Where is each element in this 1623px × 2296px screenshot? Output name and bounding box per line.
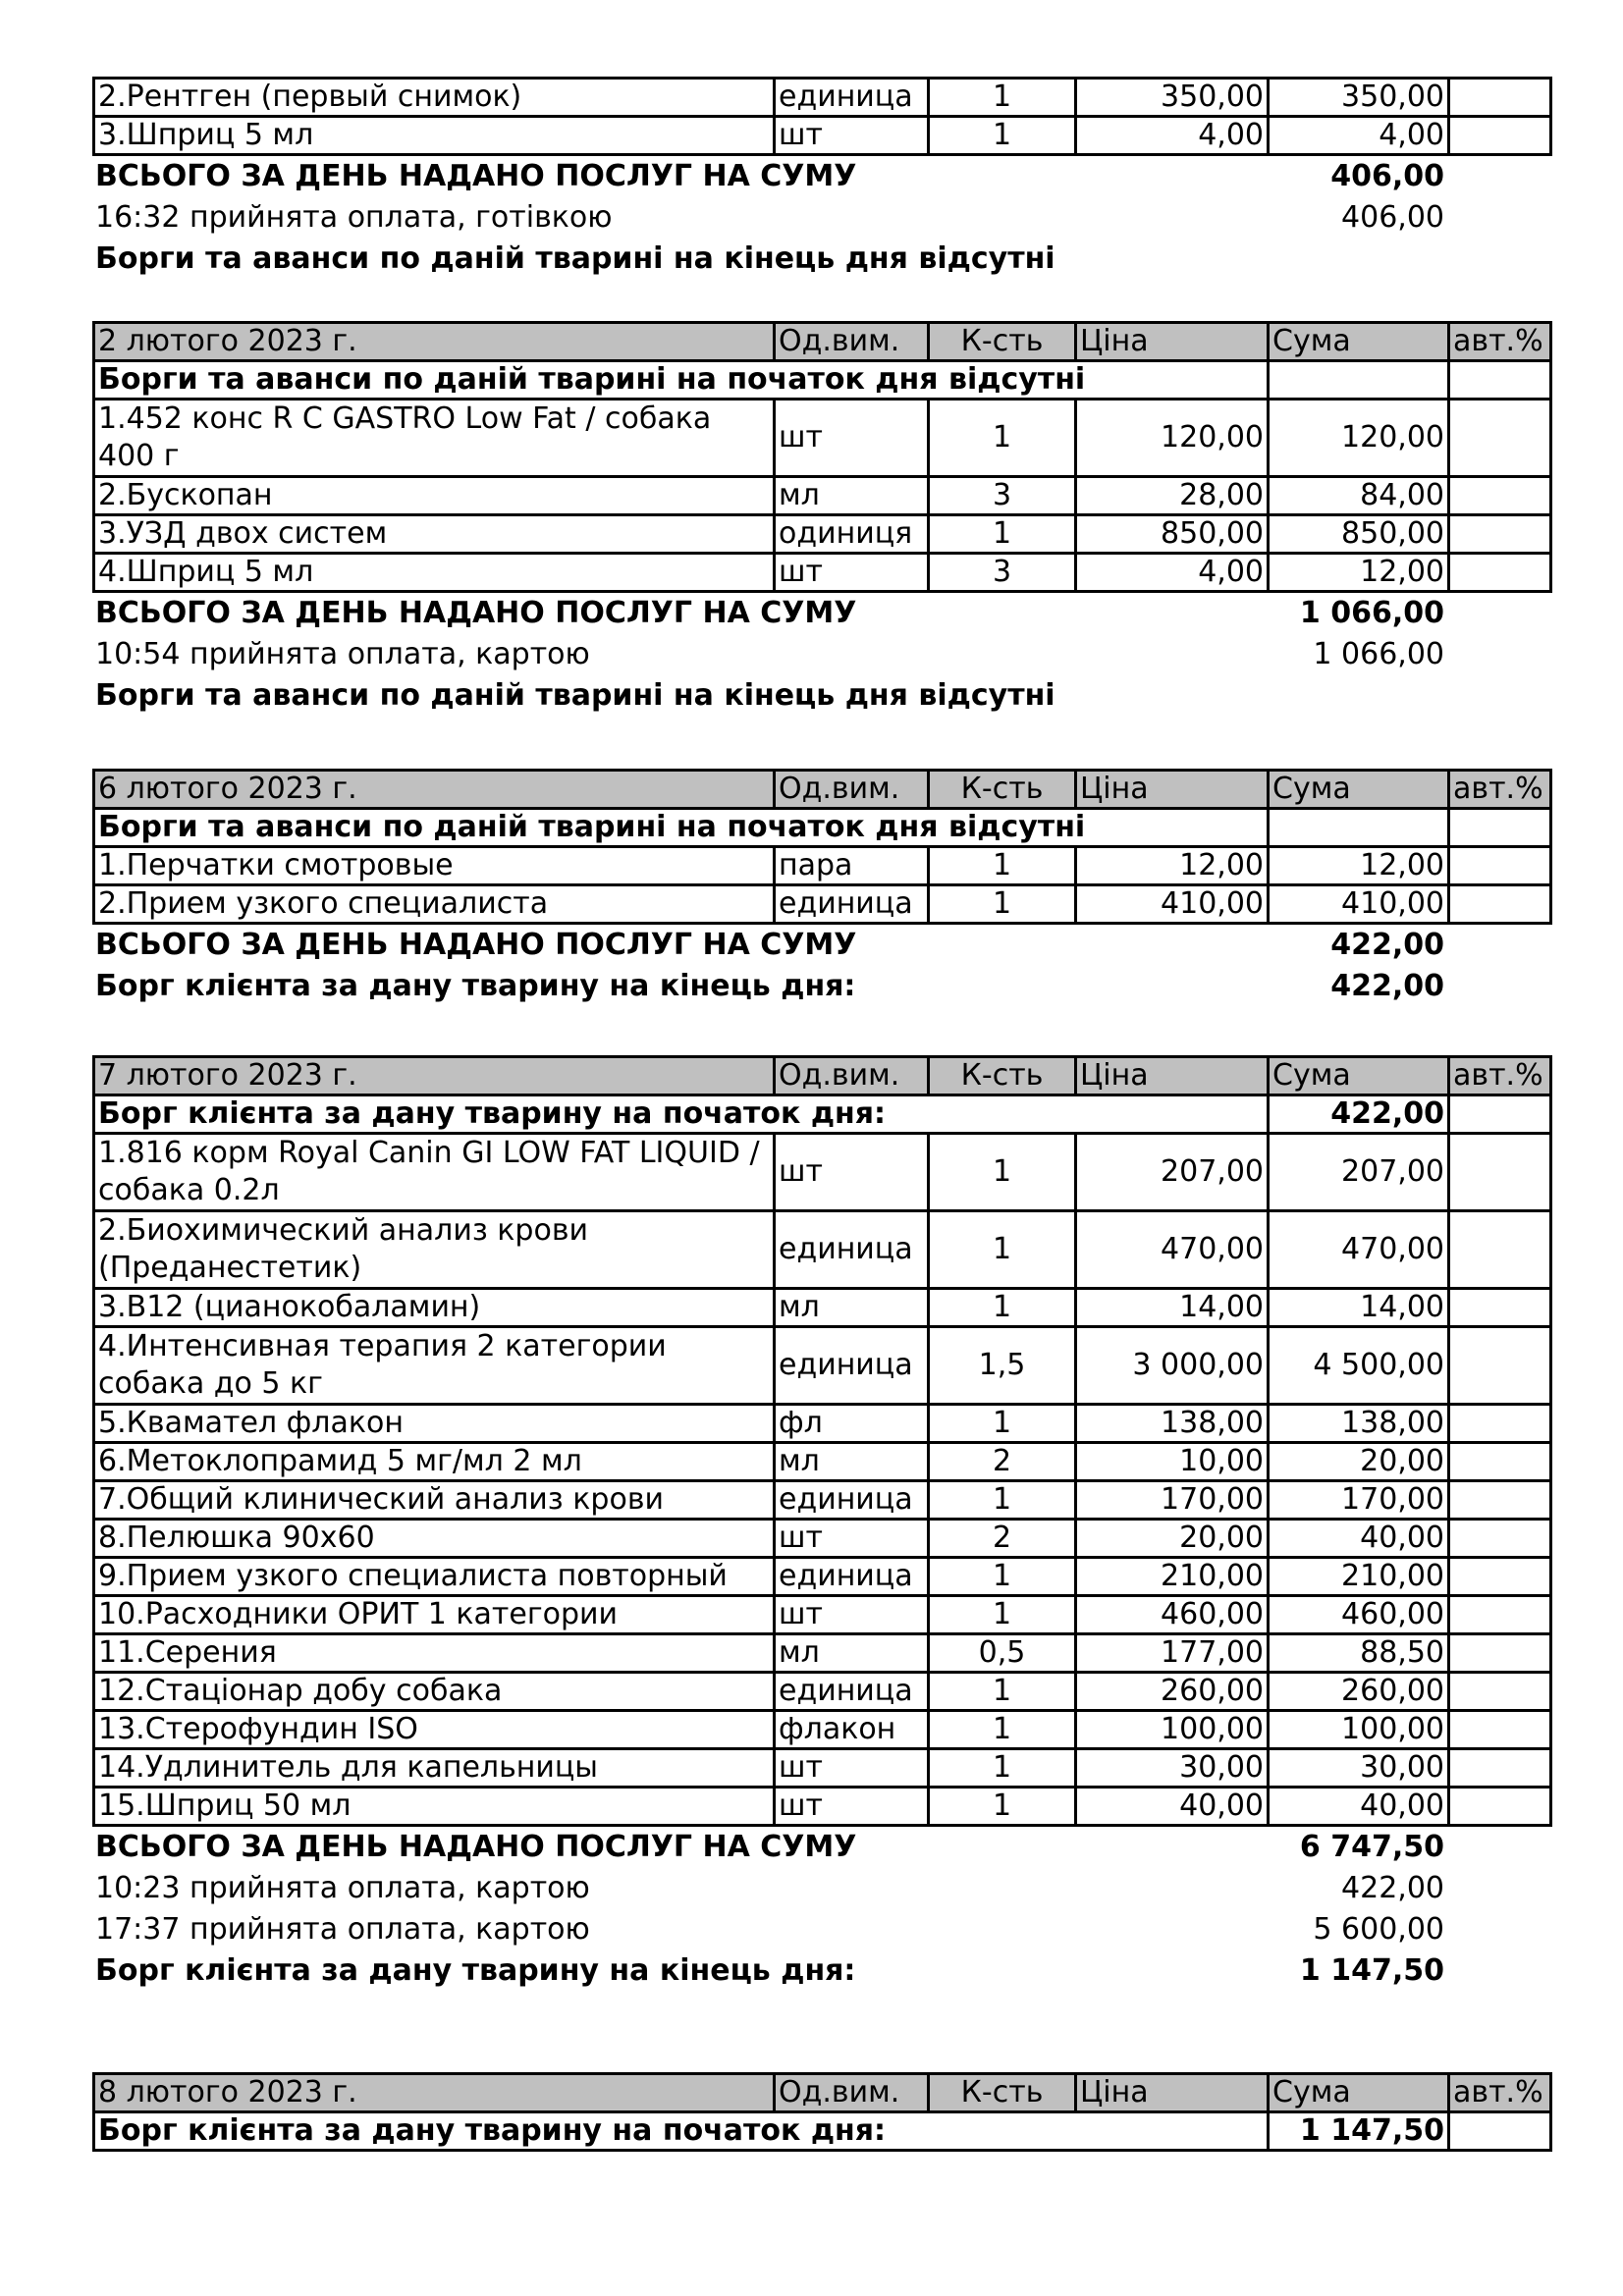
price-cell: 30,00 <box>1076 1749 1269 1788</box>
summary-amount: 406,00 <box>1330 159 1444 193</box>
opening-balance-amount: 1 147,50 <box>1269 2112 1449 2151</box>
service-name: 3.УЗД двох систем <box>94 515 775 554</box>
discount-cell <box>1449 847 1551 885</box>
opening-balance-amount <box>1269 809 1449 847</box>
service-name: 10.Расходники ОРИТ 1 категории <box>94 1596 775 1634</box>
discount-cell <box>1449 1596 1551 1634</box>
price-cell: 28,00 <box>1076 477 1269 515</box>
price-cell: 3 000,00 <box>1076 1327 1269 1405</box>
unit-cell: фл <box>775 1405 929 1443</box>
sum-cell: 260,00 <box>1269 1673 1449 1711</box>
summary-label: 10:54 прийнята оплата, картою <box>95 637 590 671</box>
qty-cell: 1 <box>929 400 1076 477</box>
services-table <box>92 321 1552 593</box>
sum-header: Сума <box>1269 1057 1449 1095</box>
services-table <box>92 77 1552 156</box>
discount-cell <box>1449 361 1551 400</box>
unit-cell: единица <box>775 1481 929 1520</box>
sum-cell: 12,00 <box>1269 554 1449 592</box>
sum-cell: 14,00 <box>1269 1289 1449 1327</box>
qty-cell: 1 <box>929 1749 1076 1788</box>
sum-cell: 207,00 <box>1269 1134 1449 1211</box>
qty-header: К-сть <box>929 771 1076 809</box>
service-name: 1.Перчатки смотровые <box>94 847 775 885</box>
sum-header: Сума <box>1269 2074 1449 2112</box>
opening-balance-label: Борг клієнта за дану тварину на початок дня: <box>94 2112 1269 2151</box>
qty-cell: 1 <box>929 1211 1076 1289</box>
service-name: 1.452 конс R C GASTRO Low Fat / собака 400 г <box>94 400 775 477</box>
service-name: 8.Пелюшка 90х60 <box>94 1520 775 1558</box>
summary-line <box>92 593 1444 634</box>
sum-header: Сума <box>1269 323 1449 361</box>
unit-header: Од.вим. <box>775 771 929 809</box>
sum-cell: 410,00 <box>1269 885 1449 924</box>
price-cell: 207,00 <box>1076 1134 1269 1211</box>
discount-cell <box>1449 1095 1551 1134</box>
qty-cell: 1 <box>929 1289 1076 1327</box>
day-section <box>92 769 1549 1007</box>
discount-cell <box>1449 885 1551 924</box>
services-table <box>92 1055 1552 1827</box>
table-row <box>94 79 1551 117</box>
qty-cell: 3 <box>929 554 1076 592</box>
price-header: Ціна <box>1076 2074 1269 2112</box>
discount-cell <box>1449 2112 1551 2151</box>
summary-label: ВСЬОГО ЗА ДЕНЬ НАДАНО ПОСЛУГ НА СУМУ <box>95 159 857 193</box>
discount-cell <box>1449 1788 1551 1826</box>
summary-label: Борги та аванси по даній тварині на кінець дня відсутні <box>95 678 1055 713</box>
service-name: 12.Стаціонар добу собака <box>94 1673 775 1711</box>
table-row <box>94 1211 1551 1289</box>
unit-cell: единица <box>775 1327 929 1405</box>
summary-line <box>92 966 1444 1007</box>
opening-balance-amount <box>1269 361 1449 400</box>
table-row <box>94 117 1551 155</box>
opening-balance-row <box>94 361 1551 400</box>
table-row <box>94 515 1551 554</box>
unit-cell: мл <box>775 1289 929 1327</box>
table-header-row <box>94 323 1551 361</box>
services-table <box>92 769 1552 925</box>
service-name: 9.Прием узкого специалиста повторный <box>94 1558 775 1596</box>
sum-cell: 40,00 <box>1269 1788 1449 1826</box>
table-row <box>94 1634 1551 1673</box>
table-row <box>94 1749 1551 1788</box>
service-name: 13.Стерофундин ISO <box>94 1711 775 1749</box>
unit-cell: единица <box>775 1673 929 1711</box>
price-cell: 177,00 <box>1076 1634 1269 1673</box>
qty-header: К-сть <box>929 323 1076 361</box>
qty-cell: 0,5 <box>929 1634 1076 1673</box>
table-header-row <box>94 2074 1551 2112</box>
qty-cell: 1 <box>929 1405 1076 1443</box>
sum-cell: 40,00 <box>1269 1520 1449 1558</box>
unit-cell: единица <box>775 79 929 117</box>
unit-header: Од.вим. <box>775 1057 929 1095</box>
opening-balance-row <box>94 1095 1551 1134</box>
sum-cell: 350,00 <box>1269 79 1449 117</box>
discount-header: авт.% <box>1449 771 1551 809</box>
opening-balance-amount: 422,00 <box>1269 1095 1449 1134</box>
discount-cell <box>1449 1558 1551 1596</box>
sum-cell: 4 500,00 <box>1269 1327 1449 1405</box>
services-table <box>92 2072 1552 2152</box>
service-name: 3.B12 (цианокобаламин) <box>94 1289 775 1327</box>
price-cell: 470,00 <box>1076 1211 1269 1289</box>
summary-label: Борг клієнта за дану тварину на кінець дня: <box>95 1953 856 1988</box>
discount-cell <box>1449 515 1551 554</box>
qty-cell: 1,5 <box>929 1327 1076 1405</box>
price-cell: 850,00 <box>1076 515 1269 554</box>
unit-cell: шт <box>775 400 929 477</box>
summary-label: 10:23 прийнята оплата, картою <box>95 1871 590 1905</box>
service-name: 2.Рентген (первый снимок) <box>94 79 775 117</box>
day-section <box>92 1055 1549 1992</box>
discount-cell <box>1449 1711 1551 1749</box>
discount-cell <box>1449 1481 1551 1520</box>
table-row <box>94 400 1551 477</box>
table-row <box>94 1711 1551 1749</box>
service-name: 5.Квамател флакон <box>94 1405 775 1443</box>
price-cell: 4,00 <box>1076 117 1269 155</box>
summary-line <box>92 239 1444 280</box>
unit-cell: мл <box>775 477 929 515</box>
price-cell: 260,00 <box>1076 1673 1269 1711</box>
sum-cell: 20,00 <box>1269 1443 1449 1481</box>
price-cell: 170,00 <box>1076 1481 1269 1520</box>
discount-cell <box>1449 1673 1551 1711</box>
price-cell: 210,00 <box>1076 1558 1269 1596</box>
table-row <box>94 1327 1551 1405</box>
sum-cell: 30,00 <box>1269 1749 1449 1788</box>
discount-cell <box>1449 1749 1551 1788</box>
unit-cell: шт <box>775 1520 929 1558</box>
service-name: 15.Шприц 50 мл <box>94 1788 775 1826</box>
discount-cell <box>1449 1634 1551 1673</box>
discount-cell <box>1449 79 1551 117</box>
summary-label: ВСЬОГО ЗА ДЕНЬ НАДАНО ПОСЛУГ НА СУМУ <box>95 928 857 962</box>
price-cell: 410,00 <box>1076 885 1269 924</box>
opening-balance-row <box>94 2112 1551 2151</box>
day-section <box>92 2072 1549 2152</box>
opening-balance-label: Борги та аванси по даній тварині на початок дня відсутні <box>94 361 1269 400</box>
price-cell: 12,00 <box>1076 847 1269 885</box>
service-name: 2.Биохимический анализ крови (Преданестетик) <box>94 1211 775 1289</box>
service-name: 7.Общий клинический анализ крови <box>94 1481 775 1520</box>
qty-header: К-сть <box>929 2074 1076 2112</box>
sum-cell: 88,50 <box>1269 1634 1449 1673</box>
sum-cell: 138,00 <box>1269 1405 1449 1443</box>
sum-cell: 12,00 <box>1269 847 1449 885</box>
discount-cell <box>1449 400 1551 477</box>
summary-line <box>92 1827 1444 1868</box>
opening-balance-label: Борг клієнта за дану тварину на початок дня: <box>94 1095 1269 1134</box>
discount-cell <box>1449 809 1551 847</box>
unit-header: Од.вим. <box>775 323 929 361</box>
summary-line <box>92 634 1444 675</box>
opening-balance-label: Борги та аванси по даній тварині на початок дня відсутні <box>94 809 1269 847</box>
sum-cell: 170,00 <box>1269 1481 1449 1520</box>
table-row <box>94 1134 1551 1211</box>
price-cell: 14,00 <box>1076 1289 1269 1327</box>
unit-cell: шт <box>775 1788 929 1826</box>
date-header: 8 лютого 2023 г. <box>94 2074 775 2112</box>
unit-cell: флакон <box>775 1711 929 1749</box>
qty-cell: 1 <box>929 1673 1076 1711</box>
summary-line <box>92 1950 1444 1992</box>
qty-cell: 1 <box>929 1558 1076 1596</box>
discount-cell <box>1449 1327 1551 1405</box>
price-cell: 460,00 <box>1076 1596 1269 1634</box>
summary-line <box>92 197 1444 239</box>
summary-label: 16:32 прийнята оплата, готівкою <box>95 200 613 235</box>
unit-cell: шт <box>775 1596 929 1634</box>
table-row <box>94 554 1551 592</box>
qty-cell: 1 <box>929 1788 1076 1826</box>
service-name: 4.Интенсивная терапия 2 категории собака до 5 кг <box>94 1327 775 1405</box>
table-row <box>94 885 1551 924</box>
unit-cell: пара <box>775 847 929 885</box>
summary-line <box>92 1909 1444 1950</box>
summary-line <box>92 675 1444 717</box>
sum-cell: 850,00 <box>1269 515 1449 554</box>
unit-cell: шт <box>775 117 929 155</box>
table-row <box>94 1520 1551 1558</box>
qty-cell: 1 <box>929 1481 1076 1520</box>
discount-cell <box>1449 554 1551 592</box>
qty-header: К-сть <box>929 1057 1076 1095</box>
discount-cell <box>1449 477 1551 515</box>
unit-header: Од.вим. <box>775 2074 929 2112</box>
service-name: 11.Серения <box>94 1634 775 1673</box>
summary-label: Борги та аванси по даній тварині на кінець дня відсутні <box>95 241 1055 276</box>
summary-label: 17:37 прийнята оплата, картою <box>95 1912 590 1947</box>
discount-cell <box>1449 1211 1551 1289</box>
sum-cell: 120,00 <box>1269 400 1449 477</box>
summary-line <box>92 1868 1444 1909</box>
summary-amount: 5 600,00 <box>1313 1912 1444 1947</box>
qty-cell: 1 <box>929 847 1076 885</box>
price-cell: 10,00 <box>1076 1443 1269 1481</box>
sum-cell: 4,00 <box>1269 117 1449 155</box>
table-row <box>94 1788 1551 1826</box>
qty-cell: 2 <box>929 1443 1076 1481</box>
sum-cell: 100,00 <box>1269 1711 1449 1749</box>
discount-cell <box>1449 117 1551 155</box>
discount-cell <box>1449 1405 1551 1443</box>
day-section <box>92 321 1549 717</box>
opening-balance-row <box>94 809 1551 847</box>
summary-amount: 422,00 <box>1341 1871 1444 1905</box>
unit-cell: единица <box>775 1211 929 1289</box>
discount-header: авт.% <box>1449 2074 1551 2112</box>
discount-cell <box>1449 1134 1551 1211</box>
table-header-row <box>94 771 1551 809</box>
unit-cell: одиниця <box>775 515 929 554</box>
date-header: 6 лютого 2023 г. <box>94 771 775 809</box>
sum-cell: 470,00 <box>1269 1211 1449 1289</box>
summary-label: ВСЬОГО ЗА ДЕНЬ НАДАНО ПОСЛУГ НА СУМУ <box>95 1830 857 1864</box>
sum-header: Сума <box>1269 771 1449 809</box>
service-name: 1.816 корм Royal Canin GI LOW FAT LIQUID / собака 0.2л <box>94 1134 775 1211</box>
price-header: Ціна <box>1076 771 1269 809</box>
unit-cell: мл <box>775 1634 929 1673</box>
unit-cell: шт <box>775 1749 929 1788</box>
discount-header: авт.% <box>1449 323 1551 361</box>
unit-cell: мл <box>775 1443 929 1481</box>
qty-cell: 1 <box>929 117 1076 155</box>
unit-cell: шт <box>775 554 929 592</box>
qty-cell: 1 <box>929 1134 1076 1211</box>
summary-amount: 1 147,50 <box>1299 1953 1444 1988</box>
qty-cell: 1 <box>929 79 1076 117</box>
price-header: Ціна <box>1076 1057 1269 1095</box>
price-cell: 120,00 <box>1076 400 1269 477</box>
summary-amount: 1 066,00 <box>1313 637 1444 671</box>
unit-cell: единица <box>775 1558 929 1596</box>
qty-cell: 2 <box>929 1520 1076 1558</box>
summary-amount: 422,00 <box>1330 928 1444 962</box>
unit-cell: единица <box>775 885 929 924</box>
service-name: 2.Прием узкого специалиста <box>94 885 775 924</box>
price-header: Ціна <box>1076 323 1269 361</box>
table-row <box>94 1596 1551 1634</box>
summary-line <box>92 156 1444 197</box>
price-cell: 100,00 <box>1076 1711 1269 1749</box>
sum-cell: 84,00 <box>1269 477 1449 515</box>
service-name: 3.Шприц 5 мл <box>94 117 775 155</box>
table-row <box>94 1443 1551 1481</box>
summary-line <box>92 925 1444 966</box>
summary-amount: 406,00 <box>1341 200 1444 235</box>
table-row <box>94 1673 1551 1711</box>
date-header: 7 лютого 2023 г. <box>94 1057 775 1095</box>
qty-cell: 1 <box>929 1596 1076 1634</box>
table-row <box>94 477 1551 515</box>
price-cell: 20,00 <box>1076 1520 1269 1558</box>
summary-label: Борг клієнта за дану тварину на кінець дня: <box>95 969 856 1003</box>
table-row <box>94 847 1551 885</box>
date-header: 2 лютого 2023 г. <box>94 323 775 361</box>
price-cell: 4,00 <box>1076 554 1269 592</box>
summary-label: ВСЬОГО ЗА ДЕНЬ НАДАНО ПОСЛУГ НА СУМУ <box>95 596 857 630</box>
table-row <box>94 1289 1551 1327</box>
price-cell: 138,00 <box>1076 1405 1269 1443</box>
service-name: 4.Шприц 5 мл <box>94 554 775 592</box>
qty-cell: 3 <box>929 477 1076 515</box>
price-cell: 40,00 <box>1076 1788 1269 1826</box>
service-name: 14.Удлинитель для капельницы <box>94 1749 775 1788</box>
summary-amount: 422,00 <box>1330 969 1444 1003</box>
discount-cell <box>1449 1443 1551 1481</box>
discount-cell <box>1449 1289 1551 1327</box>
qty-cell: 1 <box>929 1711 1076 1749</box>
table-header-row <box>94 1057 1551 1095</box>
discount-cell <box>1449 1520 1551 1558</box>
table-row <box>94 1481 1551 1520</box>
discount-header: авт.% <box>1449 1057 1551 1095</box>
service-name: 2.Бускопан <box>94 477 775 515</box>
service-name: 6.Метоклопрамид 5 мг/мл 2 мл <box>94 1443 775 1481</box>
price-cell: 350,00 <box>1076 79 1269 117</box>
unit-cell: шт <box>775 1134 929 1211</box>
qty-cell: 1 <box>929 515 1076 554</box>
table-row <box>94 1405 1551 1443</box>
table-row <box>94 1558 1551 1596</box>
qty-cell: 1 <box>929 885 1076 924</box>
sum-cell: 210,00 <box>1269 1558 1449 1596</box>
day-section <box>92 77 1549 280</box>
sum-cell: 460,00 <box>1269 1596 1449 1634</box>
summary-amount: 6 747,50 <box>1299 1830 1444 1864</box>
summary-amount: 1 066,00 <box>1299 596 1444 630</box>
